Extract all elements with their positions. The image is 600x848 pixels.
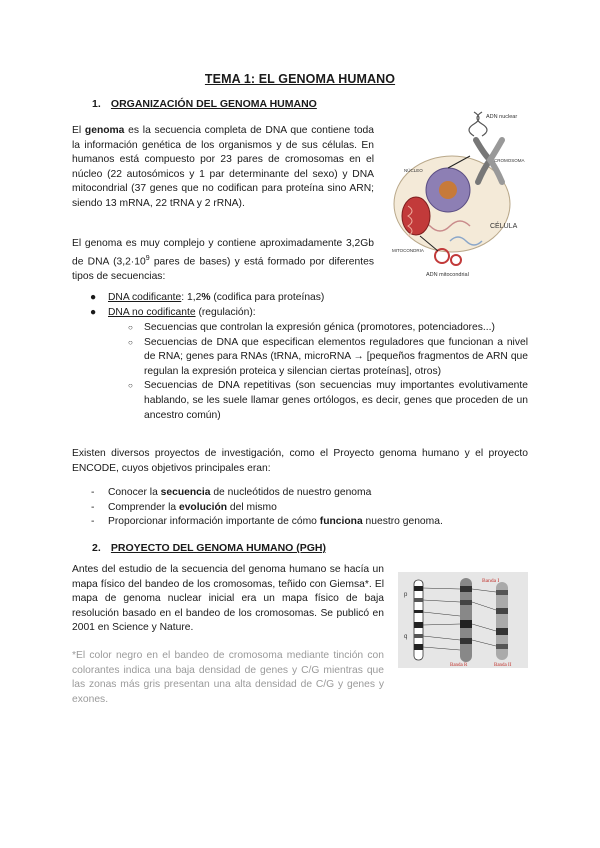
label-arm-q: q: [404, 634, 408, 640]
section-1-heading: [92, 98, 317, 110]
label-banda-i: Banda I: [482, 578, 500, 584]
chromosome-banding-figure: [398, 572, 528, 668]
label-banda-r: Banda R: [450, 663, 468, 668]
paragraph-genoma-size: El genoma es muy complejo y contiene aproximadamente 3,2Gb de DNA ($3,2\cdot 10^9$ pares de bases) y está formado por diferentes tipos de secuencias:: [72, 238, 374, 282]
nucleolus-shape: [439, 181, 457, 199]
dna-types-list: [90, 291, 528, 320]
list-item: ● DNA codificante: 1,2% (codifica para proteínas): [90, 292, 325, 303]
section-2-number: 2.: [92, 542, 101, 554]
chromosome-giemsa-2: [496, 582, 508, 660]
page-title: TEMA 1: EL GENOMA HUMANO: [204, 72, 396, 86]
label-mitocondria: MITOCONDRIA: [392, 248, 424, 253]
mtdna-ring: [451, 255, 461, 265]
label-celula: CÉLULA: [490, 223, 518, 230]
list-item: ● DNA no codificante (regulación):: [90, 306, 256, 318]
list-item: - Comprender la evolución del mismo: [91, 501, 277, 513]
label-arm-p: p: [404, 592, 408, 598]
dna-helix: [469, 112, 487, 136]
list-item: - Proporcionar información importante de cómo funciona nuestro genoma.: [91, 516, 443, 528]
chromosome-ideogram: [414, 580, 423, 660]
list-item: ○ Secuencias que controlan la expresión génica (promotores, potenciadores...): [128, 322, 495, 333]
label-banda-ii: Banda II: [494, 663, 512, 668]
list-item: ○ Secuencias de DNA que especifican elementos reguladores que funcionan a nivel de RNA; genes para RNAs (tRNA, microRNA → [pequeños fragmentos de ARN que regulan la expresión proteica y silencian ciertas proteínas], otros): [128, 336, 528, 377]
section-1-number: 1.: [92, 98, 101, 110]
cell-genome-figure: [390, 106, 530, 282]
paragraph-pgh: Antes del estudio de la secuencia del genoma humano se hacía un mapa físico del bandeo de los cromosomas, teñido con Giemsa*. El mapa de genoma nuclear inicial era un mapa físico de baja resolución basado en el bandeo de los cromosomas. Se publicó en 2001 en Science y Nature.: [72, 564, 384, 634]
label-adn-nuclear: ADN nuclear: [486, 114, 518, 120]
section-1-title: ORGANIZACIÓN DEL GENOMA HUMANO: [110, 98, 317, 110]
paragraph-genoma-definition: El genoma es la secuencia completa de DNA que contiene toda la información genética de los organismos y de sus células. En humanos está compuesto por 23 pares de cromosomas en el núcleo (22 autosómicos y 1 par determinante del sexo) y DNA mitocondrial (37 genes que no codifican para proteína sino ARN; siendo 13 mRNA, 22 tRNA y 2 rRNA).: [72, 125, 374, 209]
chromosome-giemsa-1: [460, 578, 472, 662]
objectives-list: [91, 486, 528, 530]
section-2-heading: [92, 542, 326, 554]
list-item: ○ Secuencias de DNA repetitivas (son secuencias muy importantes evolutivamente hablando, se les suele llamar genes ortólogos, es decir, genes que proceden de un ancestro común): [128, 380, 528, 421]
non-coding-sublist: [128, 321, 528, 423]
mitochondria-shape: [402, 197, 430, 235]
section-2-title: PROYECTO DEL GENOMA HUMANO (PGH): [110, 542, 326, 554]
label-nucleo: NÚCLEO: [404, 168, 423, 173]
list-item: - Conocer la secuencia de nucleótidos de nuestro genoma: [91, 487, 372, 498]
bold-term-genoma: genoma: [84, 125, 125, 136]
label-cromosoma: CROMOSOMA: [494, 158, 525, 163]
giemsa-footnote: *El color negro en el bandeo de cromosoma mediante tinción con colorantes indica una baja densidad de genes y C/G mientras que las zonas más gris presentan una alta densidad de C/G y genes y exones.: [72, 650, 384, 705]
label-adn-mitocondrial: ADN mitocondrial: [426, 272, 469, 278]
paragraph-projects: Existen diversos proyectos de investigación, como el Proyecto genoma humano y el proyecto ENCODE, cuyos objetivos principales eran:: [72, 448, 528, 474]
